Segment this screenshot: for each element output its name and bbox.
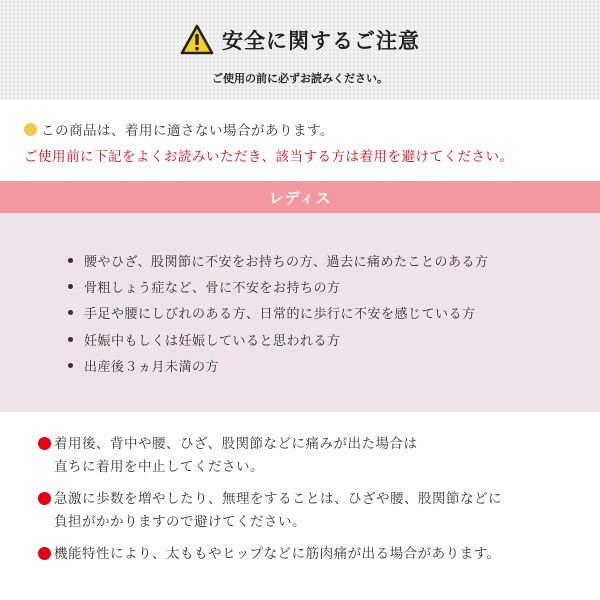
bullet-icon <box>68 363 73 368</box>
red-dot-icon <box>38 437 51 450</box>
caution-note-line: 着用後、背中や腰、ひざ、股関節などに痛みが出た場合は <box>54 436 418 452</box>
list-item <box>68 247 488 273</box>
page-subtitle: ご使用の前に必ずお読みください。 <box>212 72 388 85</box>
bullet-icon <box>68 258 73 263</box>
caution-note-line: 機能特性により、太ももやヒップなどに筋肉痛が出る場合があります。 <box>54 546 501 562</box>
caution-note-line: 直ちに着用を中止してください。 <box>54 459 264 475</box>
caution-note-line: 急激に歩数を増やしたり、無理をすることは、ひざや腰、股関節などに <box>54 491 502 507</box>
list-item <box>68 273 488 299</box>
notice-header <box>0 0 600 100</box>
caution-note-text <box>54 488 502 534</box>
list-item <box>68 353 488 379</box>
caution-note-line: 負担がかかりますので避けてください。 <box>54 514 306 530</box>
intro-line-2: ご使用前に下記をよくお読みいただき、該当する方は着用を避けてください。 <box>24 149 514 165</box>
caution-note-text <box>54 433 417 479</box>
caution-notes <box>38 433 502 575</box>
caution-note <box>38 433 502 479</box>
bullet-icon <box>68 337 73 342</box>
ladies-section-heading: レディス <box>0 181 600 213</box>
notice-title-row <box>0 24 600 56</box>
intro-line-1-text: この商品は、着用に適さない場合があります。 <box>41 123 334 139</box>
red-dot-icon <box>38 547 51 560</box>
page-title: 安全に関するご注意 <box>222 29 420 53</box>
bullet-icon <box>68 310 73 315</box>
list-item-text: 骨粗しょう症など、骨に不安をお持ちの方 <box>84 281 341 297</box>
list-item-text: 手足や腰にしびれのある方、日常的に歩行に不安を感じている方 <box>84 307 476 323</box>
caution-note <box>38 488 502 534</box>
red-dot-icon <box>38 492 51 505</box>
list-item <box>68 300 488 326</box>
list-item-text: 腰やひざ、股関節に不安をお持ちの方、過去に痛めたことのある方 <box>84 254 489 270</box>
list-item-text: 妊娠中もしくは妊娠していると思われる方 <box>84 333 341 349</box>
ladies-section-panel <box>0 213 600 412</box>
caution-note-text <box>54 543 501 566</box>
caution-note <box>38 543 502 566</box>
ladies-list <box>68 247 488 379</box>
warning-triangle-icon <box>180 24 214 56</box>
bullet-icon <box>68 284 73 289</box>
yellow-dot-icon <box>24 123 37 136</box>
list-item <box>68 326 488 352</box>
intro-line-1 <box>24 119 334 139</box>
list-item-text: 出産後３ヵ月未満の方 <box>84 360 220 376</box>
